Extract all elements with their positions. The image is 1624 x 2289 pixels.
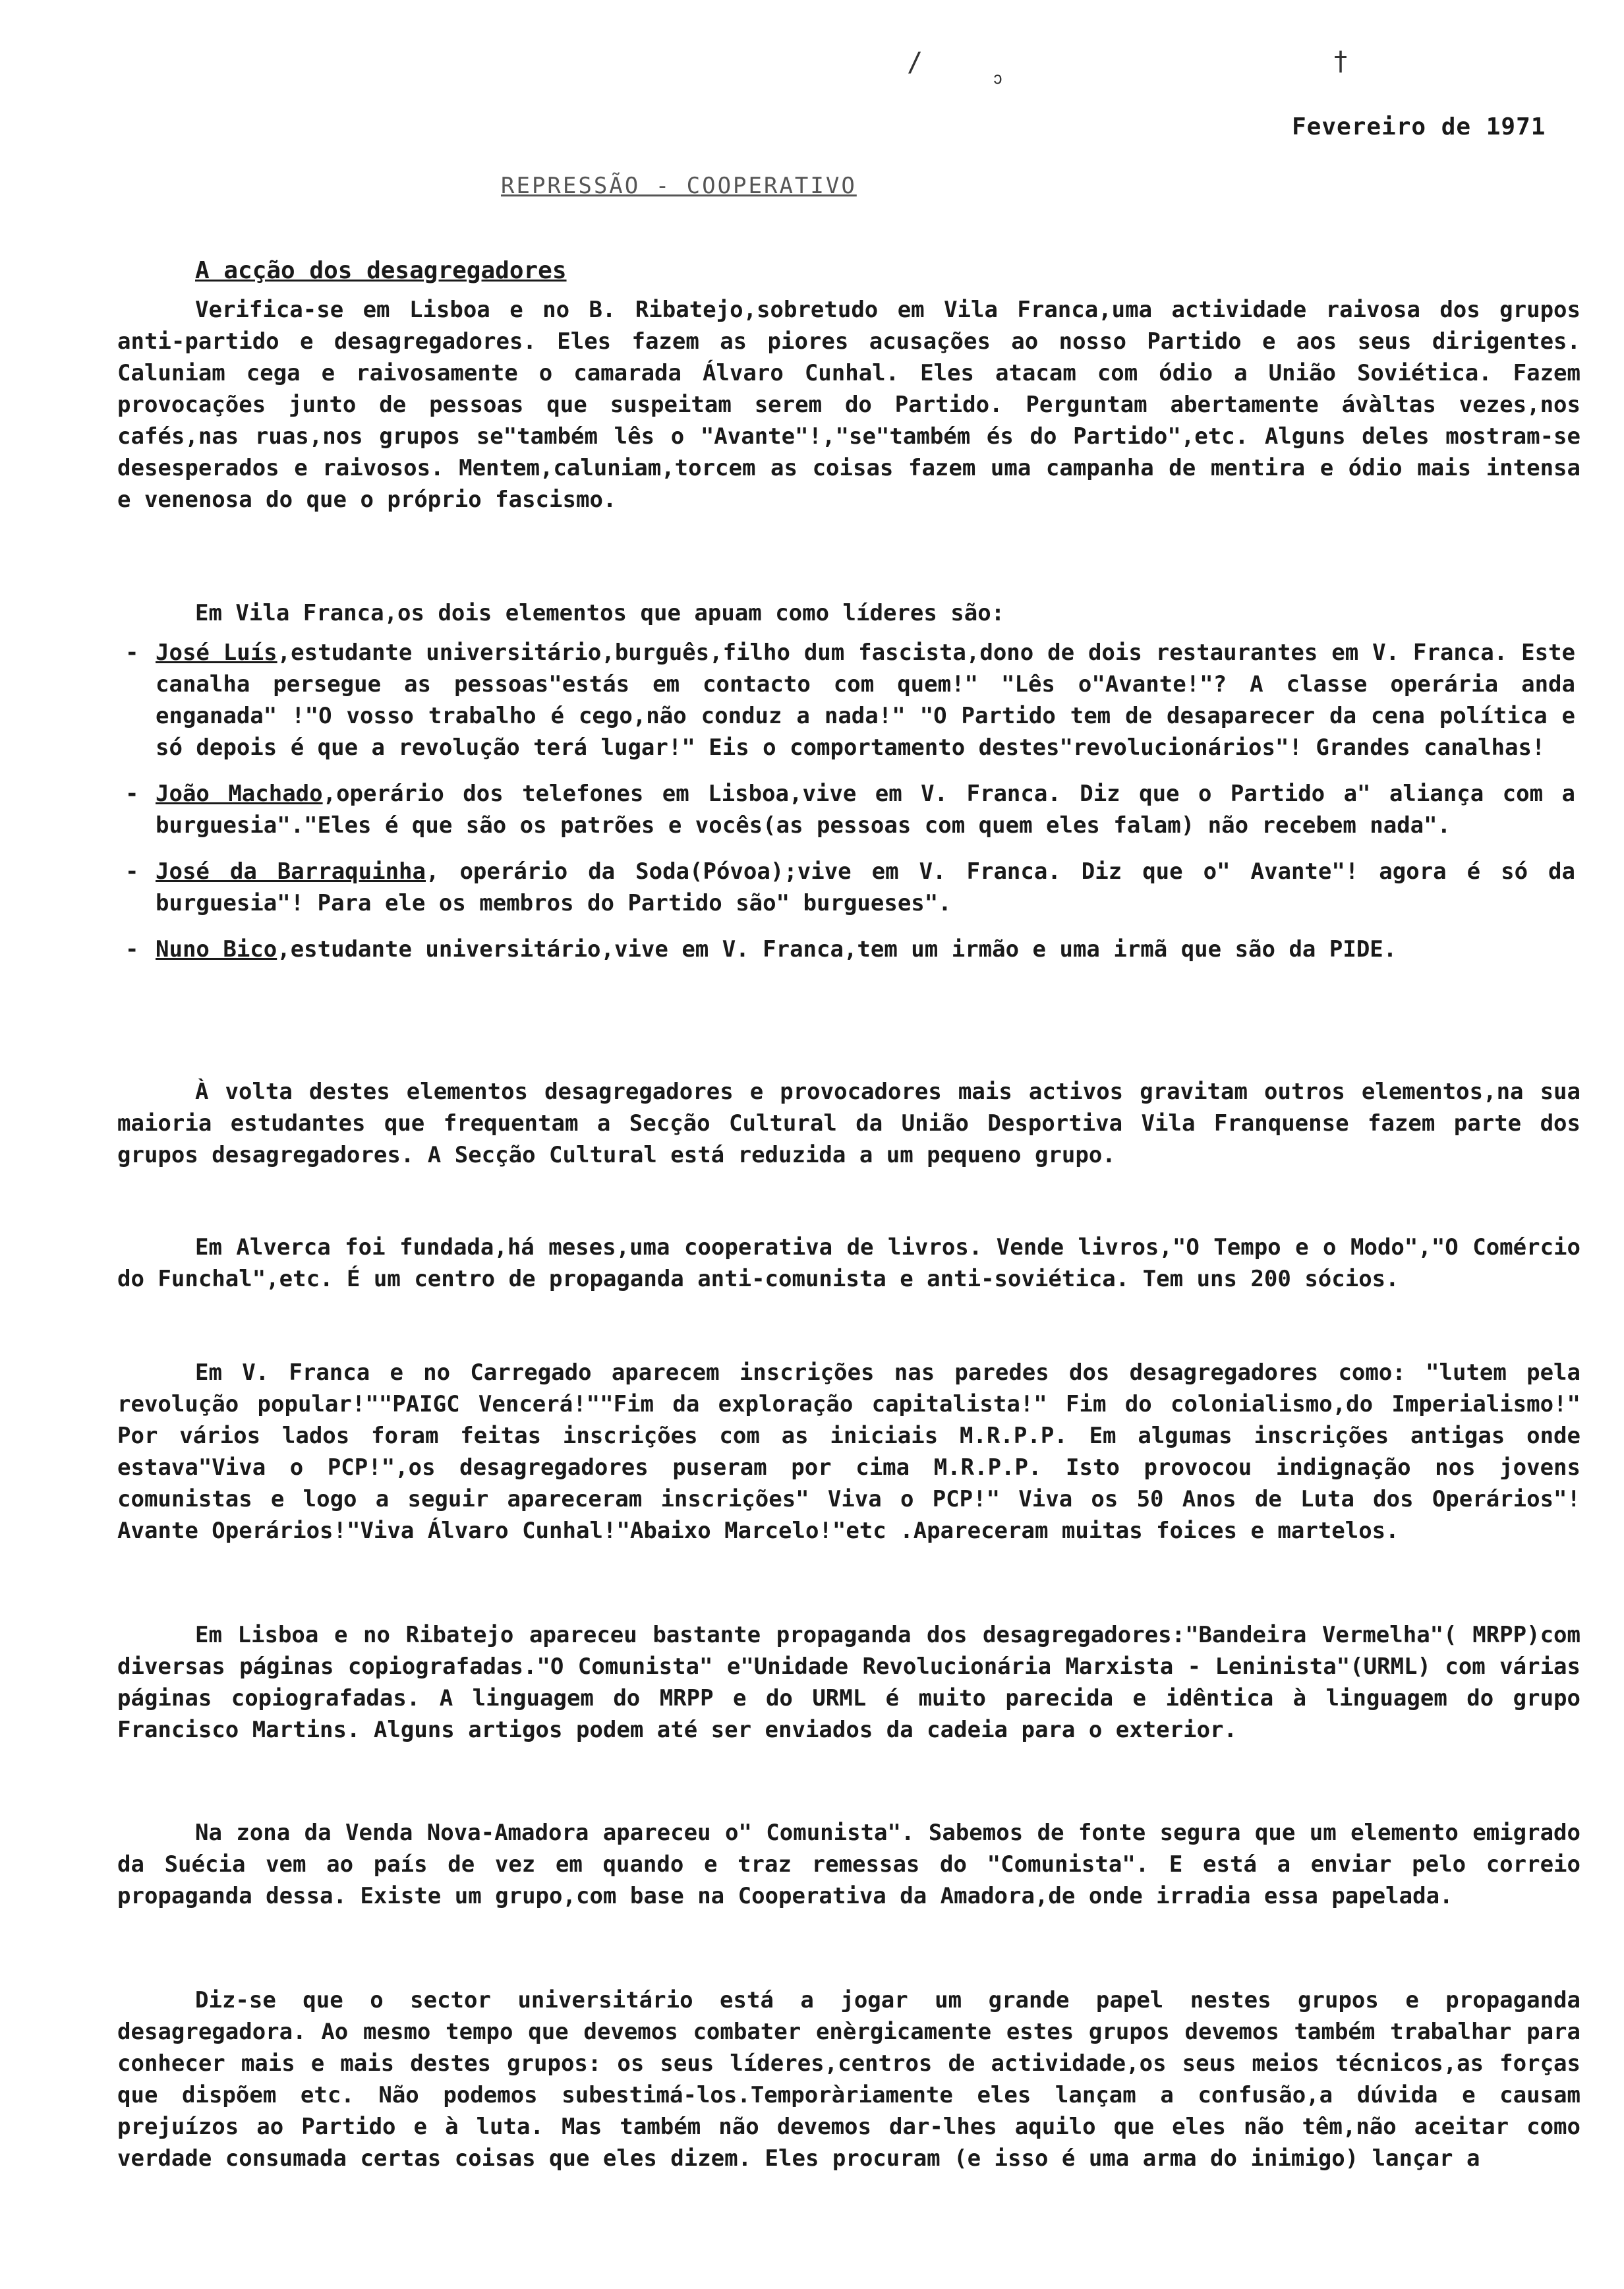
leader-description: ,estudante universitário,burguês,filho dum fascista,dono de dois restaurantes em V. Franca. Este canalha persegue as pessoas"estás em contacto com quem!" "Lês o"Avante!"? A classe operária anda enganada" !"O vosso trabalho é cego,não conduz a nada!" "O Partido tem de desaparecer da cena política e só depois é que a revolução terá lugar!" Eis o comportamento destes"revolucionários"! Grandes canalhas! [156, 639, 1575, 761]
leader-name: José da Barraquinha [156, 858, 426, 885]
document-heading: REPRESSÃO - COOPERATIVO [501, 173, 857, 199]
list-dash: - [125, 639, 139, 666]
document-date: Fevereiro de 1971 [1292, 113, 1546, 140]
leader-name: João Machado [156, 781, 323, 807]
paragraph: Diz-se que o sector universitário está a jogar um grande papel nestes grupos e propaganda desagregadora. Ao mesmo tempo que devemos combater enèrgicamente estes grupos devemos também trabalhar para conhecer mais e mais destes grupos: os seus líderes,centros de actividade,os seus meios técnicos,as forças que dispõem etc. Não podemos subestimá-los.Temporàriamente eles lançam a confusão,a dúvida e causam prejuízos ao Partido e à luta. Mas também não devemos dar-lhes aquilo que eles não têm,não aceitar como verdade consumada certas coisas que eles dizem. Eles procuram (e isso é uma arma do inimigo) lançar a [117, 1987, 1580, 2172]
list-item [125, 934, 1575, 965]
leader-description: ,operário dos telefones em Lisboa,vive em V. Franca. Diz que o Partido a" aliança com a burguesia"."Eles é que são os patrões e vocês(as pessoas com quem eles falam) não recebem nada". [156, 781, 1575, 839]
paragraph: Em V. Franca e no Carregado aparecem inscrições nas paredes dos desagregadores como: "lutem pela revolução popular!""PAIGC Vencerá!""Fim da exploração capitalista!" Fim do colonialismo,do Imperialismo!" Por vários lados foram feitas inscrições com as iniciais M.R.P.P. Em algumas inscrições antigas onde estava"Viva o PCP!",os desagregadores puseram por cima M.R.P.P. Isto provocou indignação nos jovens comunistas e logo a seguir apareceram inscrições" Viva o PCP!" Viva os 50 Anos de Luta dos Operários"! Avante Operários!"Viva Álvaro Cunhal!"Abaixo Marcelo!"etc .Apareceram muitas foices e martelos. [117, 1359, 1580, 1544]
leader-description: ,estudante universitário,vive em V. Franca,tem um irmão e uma irmã que são da PIDE. [277, 936, 1397, 963]
stray-mark: † [1333, 46, 1349, 76]
list-dash: - [125, 858, 139, 885]
list-item [125, 856, 1575, 919]
leader-description: , operário da Soda(Póvoa);vive em V. Franca. Diz que o" Avante"! agora é só da burguesia"! Para ele os membros do Partido são" burgueses". [156, 858, 1575, 916]
section-title: A acção dos desagregadores [195, 257, 567, 284]
paragraph: Em Alverca foi fundada,há meses,uma cooperativa de livros. Vende livros,"O Tempo e o Modo","O Comércio do Funchal",etc. É um centro de propaganda anti-comunista e anti-soviética. Tem uns 200 sócios. [117, 1234, 1580, 1292]
leaders-list [125, 637, 1575, 980]
leader-name: José Luís [156, 639, 277, 666]
stray-mark: ↄ [993, 69, 1003, 88]
list-item [125, 778, 1575, 841]
list-item [125, 637, 1575, 763]
list-dash: - [125, 936, 139, 963]
list-dash: - [125, 781, 139, 807]
paragraph: Na zona da Venda Nova-Amadora apareceu o" Comunista". Sabemos de fonte segura que um elemento emigrado da Suécia vem ao país de vez em quando e traz remessas do "Comunista". E está a enviar pelo correio propaganda dessa. Existe um grupo,com base na Cooperativa da Amadora,de onde irradia essa papelada. [117, 1820, 1580, 1909]
paragraph: Verifica-se em Lisboa e no B. Ribatejo,sobretudo em Vila Franca,uma actividade raivosa dos grupos anti-partido e desagregadores. Eles fazem as piores acusações ao nosso Partido e aos seus dirigentes. Caluniam cega e raivosamente o camarada Álvaro Cunhal. Eles atacam com ódio a União Soviética. Fazem provocações junto de pessoas que suspeitam serem do Partido. Perguntam abertamente ávàltas vezes,nos cafés,nas ruas,nos grupos se"também lês o "Avante"!,"se"também és do Partido",etc. Alguns deles mostram-se desesperados e raivosos. Mentem,caluniam,torcem as coisas fazem uma campanha de mentira e ódio mais intensa e venenosa do que o próprio fascismo. [117, 297, 1580, 513]
stray-mark: / [907, 47, 923, 78]
paragraph: Em Lisboa e no Ribatejo apareceu bastante propaganda dos desagregadores:"Bandeira Vermelha"( MRPP)com diversas páginas copiografadas."O Comunista" e"Unidade Revolucionária Marxista - Leninista"(URML) com várias páginas copiografadas. A linguagem do MRPP e do URML é muito parecida e idêntica à linguagem do grupo Francisco Martins. Alguns artigos podem até ser enviados da cadeia para o exterior. [117, 1622, 1580, 1743]
paragraph: Em Vila Franca,os dois elementos que apuam como líderes são: [195, 600, 1005, 626]
paragraph: À volta destes elementos desagregadores e provocadores mais activos gravitam outros elementos,na sua maioria estudantes que frequentam a Secção Cultural da União Desportiva Vila Franquense fazem parte dos grupos desagregadores. A Secção Cultural está reduzida a um pequeno grupo. [117, 1079, 1580, 1168]
leader-name: Nuno Bico [156, 936, 277, 963]
